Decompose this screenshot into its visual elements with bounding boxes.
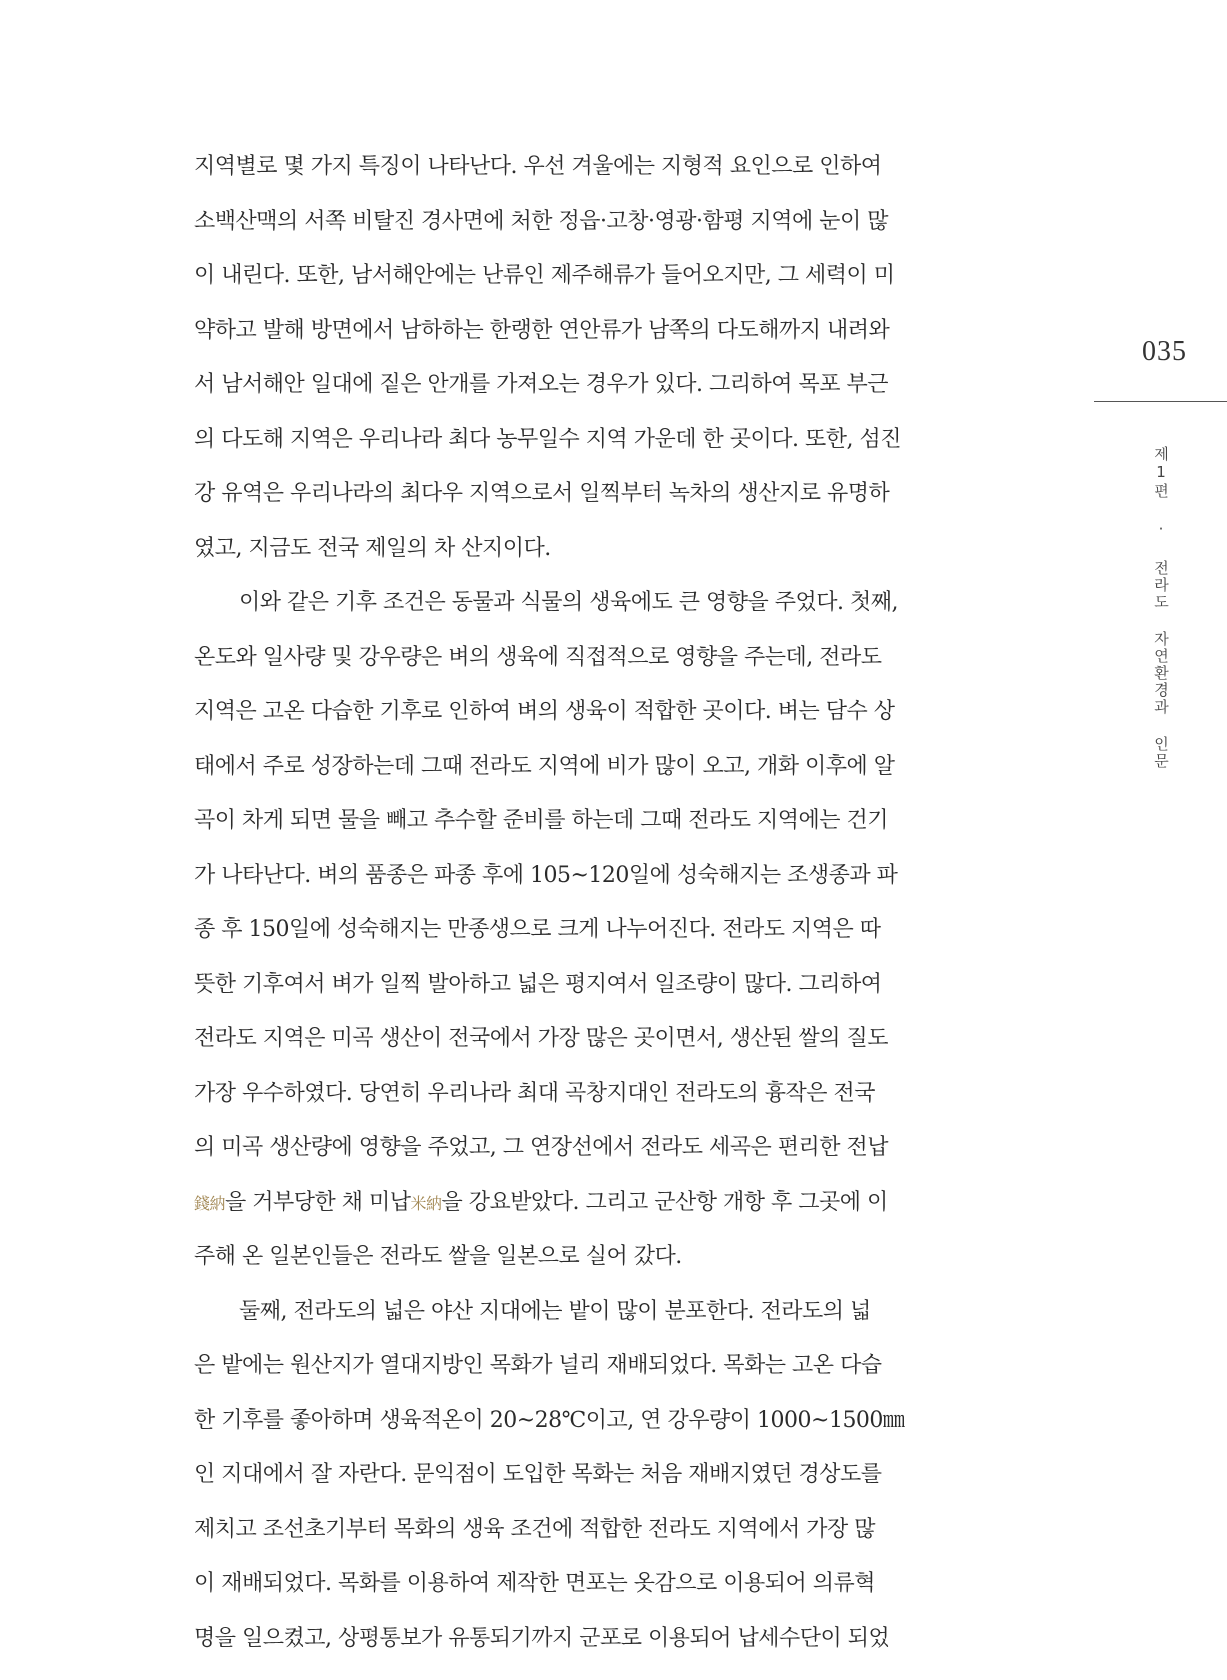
body-text xyxy=(194,140,940,1666)
text-line: 주해 온 일본인들은 전라도 쌀을 일본으로 실어 갔다. xyxy=(194,1244,682,1269)
chapter-label: 제1편 · 전라도 자연환경과 인문 xyxy=(1152,446,1170,770)
text-line: 종 후 150일에 성숙해지는 만종생으로 크게 나누어진다. 전라도 지역은 따 xyxy=(194,917,881,942)
text-line: 의 다도해 지역은 우리나라 최다 농무일수 지역 가운데 한 곳이다. 또한, 섬진 xyxy=(194,426,901,452)
text-line: 소백산맥의 서쪽 비탈진 경사면에 처한 정읍·고창·영광·함평 지역에 눈이 많 xyxy=(194,208,888,234)
margin-divider xyxy=(1094,401,1227,402)
text-line: 이와 같은 기후 조건은 동물과 식물의 생육에도 큰 영향을 주었다. 첫째, xyxy=(239,590,898,615)
text-line: 제치고 조선초기부터 목화의 생육 조건에 적합한 전라도 지역에서 가장 많 xyxy=(194,1516,876,1542)
text-line: 지역은 고온 다습한 기후로 인하여 벼의 생육이 적합한 곳이다. 벼는 담수 상 xyxy=(194,699,895,724)
text-line: 전라도 지역은 미곡 생산이 전국에서 가장 많은 곳이면서, 생산된 쌀의 질도 xyxy=(194,1026,888,1051)
text-line: 한 기후를 좋아하며 생육적온이 20~28℃이고, 연 강우량이 1000~1500㎜ xyxy=(194,1407,905,1433)
text-line: 이 재배되었다. 목화를 이용하여 제작한 면포는 옷감으로 이용되어 의류혁 xyxy=(194,1571,876,1596)
text-line: 태에서 주로 성장하는데 그때 전라도 지역에 비가 많이 오고, 개화 이후에 알 xyxy=(194,753,895,779)
text-line: 온도와 일사량 및 강우량은 벼의 생육에 직접적으로 영향을 주는데, 전라도 xyxy=(194,644,882,670)
page-number: 035 xyxy=(1142,336,1187,367)
text-line: 였고, 지금도 전국 제일의 차 산지이다. xyxy=(194,535,551,561)
text-line: 가 나타난다. 벼의 품종은 파종 후에 105~120일에 성숙해지는 조생종과 파 xyxy=(194,862,898,888)
text-line: 인 지대에서 잘 자란다. 문익점이 도입한 목화는 처음 재배지였던 경상도를 xyxy=(194,1462,882,1487)
text-line: 은 밭에는 원산지가 열대지방인 목화가 널리 재배되었다. 목화는 고온 다습 xyxy=(194,1353,882,1378)
text-segment: 을 강요받았다. 그리고 군산항 개항 후 그곳에 이 xyxy=(441,1189,888,1215)
text-line: 곡이 차게 되면 물을 빼고 추수할 준비를 하는데 그때 전라도 지역에는 건기 xyxy=(194,808,888,833)
text-line-with-hanja xyxy=(194,1176,940,1231)
text-line: 약하고 발해 방면에서 남하하는 한랭한 연안류가 남쪽의 다도해까지 내려와 xyxy=(194,317,890,343)
text-line: 서 남서해안 일대에 짙은 안개를 가져오는 경우가 있다. 그리하여 목포 부근 xyxy=(194,372,888,397)
text-segment: 을 거부당한 채 미납 xyxy=(225,1189,411,1215)
text-line: 명을 일으켰고, 상평통보가 유통되기까지 군포로 이용되어 납세수단이 되었 xyxy=(194,1625,890,1651)
text-line: 지역별로 몇 가지 특징이 나타난다. 우선 겨울에는 지형적 요인으로 인하여 xyxy=(194,154,882,179)
text-line: 뜻한 기후여서 벼가 일찍 발아하고 넓은 평지여서 일조량이 많다. 그리하여 xyxy=(194,971,882,997)
hanja-annotation: 米納 xyxy=(410,1193,442,1213)
text-line: 강 유역은 우리나라의 최다우 지역으로서 일찍부터 녹차의 생산지로 유명하 xyxy=(194,481,890,506)
text-line: 가장 우수하였다. 당연히 우리나라 최대 곡창지대인 전라도의 흉작은 전국 xyxy=(194,1080,876,1106)
text-line: 이 내린다. 또한, 남서해안에는 난류인 제주해류가 들어오지만, 그 세력이 미 xyxy=(194,263,895,288)
hanja-annotation: 錢納 xyxy=(194,1193,226,1213)
text-line: 의 미곡 생산량에 영향을 주었고, 그 연장선에서 전라도 세곡은 편리한 전납 xyxy=(194,1135,888,1160)
text-line: 둘째, 전라도의 넓은 야산 지대에는 밭이 많이 분포한다. 전라도의 넓 xyxy=(239,1298,871,1324)
